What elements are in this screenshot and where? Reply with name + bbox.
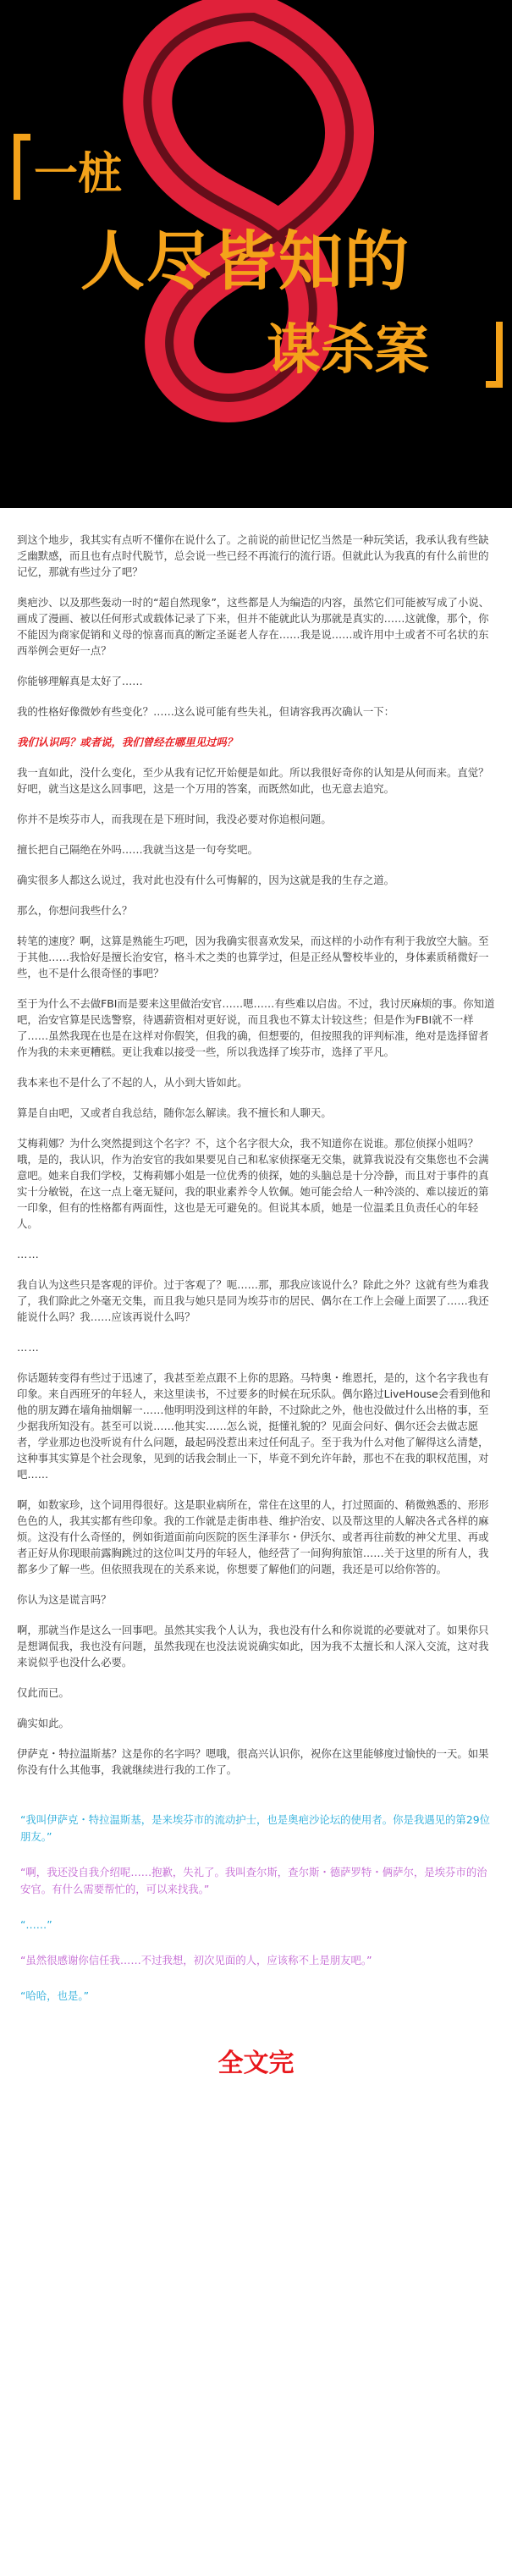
title-line-2: 人尽皆知的 — [80, 223, 410, 299]
paragraph: 艾梅莉娜？为什么突然提到这个名字？不，这个名字很大众，我不知道你在说谁。那位侦探小姐吗？哦，是的，我认识，作为治安官的我如果要见自己和私家侦探毫无交集，就算我说没有交集您也不会满意吧。她来自我们学校，艾梅莉娜小姐是一位优秀的侦探，她的头脑总是十分冷静，而且对于事件的真实十分敏锐，在这一点上毫无疑问，我的职业素养令人钦佩。她可能会给人一种冷淡的、难以接近的第一印象，但有的性格都有两面性，这也是无可避免的。但说其本质，她是一位温柔且负责任心的年轻人。 — [17, 1137, 489, 1230]
paragraph: 转笔的速度？啊，这算是熟能生巧吧，因为我确实很喜欢发呆，而这样的小动作有利于我放空大脑。至于其他……我恰好是擅长治安官，格斗术之类的也算学过，但是正经从警校毕业的，身体素质稍微好一些，也不是什么很奇怪的事吧？ — [17, 935, 489, 979]
ellipsis-line: …… — [17, 1341, 40, 1354]
hero-banner — [0, 0, 512, 508]
paragraph: 至于为什么不去做FBI而是要来这里做治安官……嗯……有些难以启齿。不过，我讨厌麻烦的事。你知道吧，治安官算是民选警察，待遇薪资相对更好说，而且我也不算太计较这些；但是作为FBI就不一样了……虽然我现在也是在这样对你假笑，但我的确，但想要的，但按照我的评判标准，绝对是选择留者作为我的未来更糟糕。更让我难以接受一些，所以我选择了埃芬市，选择了平凡。 — [17, 997, 495, 1058]
paragraph: 你并不是埃芬市人，而我现在是下班时间，我没必要对你追根问题。 — [17, 813, 332, 825]
open-bracket-decoration — [14, 134, 30, 200]
paragraph: 你能够理解真是太好了…… — [17, 675, 143, 687]
end-label: 全文完 — [217, 2049, 295, 2078]
dialogue-line-isaac: “……” — [20, 1918, 52, 1931]
title-line-3: 谋杀案 — [267, 319, 429, 382]
paragraph: 确实如此。 — [17, 1717, 69, 1729]
paragraph: 算是自由吧，又或者自我总结，随你怎么解读。我不擅长和人聊天。 — [17, 1106, 332, 1119]
paragraph: 我的性格好像微妙有些变化？……这么说可能有些失礼，但请容我再次确认一下： — [17, 705, 395, 718]
paragraph: 我本来也不是什么了不起的人，从小到大皆如此。 — [17, 1076, 248, 1089]
dialogue-line-isaac: “我叫伊萨克・特拉温斯基，是来埃芬市的流动护士，也是奥疤沙论坛的使用者。你是我遇见的第29位朋友。” — [20, 1813, 490, 1843]
knot-hole-top — [220, 93, 288, 161]
paragraph: 你认为这是谎言吗？ — [17, 1593, 112, 1606]
paragraph: 确实很多人都这么说过，我对此也没有什么可悔解的，因为这就是我的生存之道。 — [17, 874, 395, 886]
paragraph: 啊，那就当作是这么一回事吧。虽然其实我个人认为，我也没有什么和你说谎的必要就对了。如果你只是想调侃我，我也没有问题，虽然我现在也没法说说确实如此，因为我不太擅长和人深入交流，这对我来说似乎也没什么必要。 — [17, 1624, 489, 1669]
paragraph: 那么，你想问我些什么？ — [17, 904, 133, 917]
title-line-1: 一桩 — [34, 149, 123, 200]
dialogue-line-charles: “啊，我还没自我介绍呢……抱歉，失礼了。我叫查尔斯，查尔斯・德萨罗特・俩萨尔，是埃芬市的治安官。有什么需要帮忙的，可以来找我。” — [20, 1866, 487, 1895]
paragraph: 擅长把自己隔绝在外吗……我就当这是一句夸奖吧。 — [17, 843, 258, 856]
ellipsis-line: …… — [17, 1248, 40, 1260]
dialogue-section — [17, 1812, 495, 2005]
paragraph: 我自认为这些只是客观的评价。过于客观了？呃……那，那我应该说什么？除此之外？这就有些为难我了，我们除此之外毫无交集，而且我与她只是同为埃芬市的居民、偶尔在工作上会碰上面罢了……我还能说什么吗？我……应该再说什么吗？ — [17, 1278, 489, 1323]
paragraph: 奥疤沙、以及那些轰动一时的“超自然现象”，这些都是人为编造的内容，虽然它们可能被写成了小说、画成了漫画、被以任何形式或载体记录了下来，但并不能就此认为那就是真实的……这就像，那个，你不能因为商家促销和义母的惊喜而真的断定圣诞老人存在……我是说……或许用中土或者不可名状的东西举例会更好一点？ — [17, 596, 490, 657]
paragraph: 仅此而已。 — [17, 1686, 69, 1699]
paragraph: 到这个地步，我其实有点听不懂你在说什么了。之前说的前世记忆当然是一种玩笑话，我承认我有些缺乏幽默感，而且也有点时代脱节，总会说一些已经不再流行的流行语。但就此认为我真的有什么前世的记忆，那就有些过分了吧？ — [17, 533, 489, 578]
dialogue-line-isaac: “哈哈，也是。” — [20, 1989, 89, 2002]
paragraph: 伊萨克・特拉温斯基？这是你的名字吗？嗯哦，很高兴认识你，祝你在这里能够度过愉快的一天。如果你没有什么其他事，我就继续进行我的工作了。 — [17, 1747, 489, 1776]
paragraph: 你话题转变得有些过于迅速了，我甚至差点跟不上你的思路。马特奥・维恩托，是的，这个名字我也有印象。来自西班牙的年轻人，来这里读书，不过要多的时候在玩乐队。偶尔路过LiveHouse会看到他和他的朋友蹲在墙角抽烟解一……他明明没到这样的年龄，不过除此之外，他也没做过什么出格的事，至少据我所知没有。甚至可以说……他其实……怎么说，挺懂礼貌的？见面会问好、偶尔还会去做志愿者，学业那边也没听说有什么问题，最起码没惹出来过任何乱子。至于我为什么对他了解得这么清楚，这种事其实算是个社会现象，见到的话我会制止一下，毕竟不到允许年龄，那也不在我的职权范围，对吧…… — [17, 1371, 491, 1481]
paragraph: 啊，如数家珍，这个词用得很好。这是职业病所在，常住在这里的人，打过照面的、稍微熟悉的、形形色色的人，我其实都有些印象。我的工作就是走街串巷、维护治安、以及帮这里的人解决各式各样的麻烦。这没有什么奇怪的，例如街道面前向医院的医生泽菲尔・伊沃尔、或者再往前数的神父尤里、再或者正好从你现眼前露胸跳过的这位叫艾丹的年轻人，他经营了一间狗狗旅馆……关于这里的所有人，我都多少了解一些。但依照我现在的关系来说，你想要了解他们的问题，我还是可以给你答的。 — [17, 1498, 489, 1575]
article-body — [0, 508, 512, 2078]
paragraph: 我一直如此，没什么变化，至少从我有记忆开始便是如此。所以我很好奇你的认知是从何而来。直觉？好吧，就当这是这么回事吧，这是一个万用的答案，而既然如此，也无意去追究。 — [17, 766, 489, 795]
dialogue-line-charles: “虽然很感谢你信任我……不过我想，初次见面的人，应该称不上是朋友吧。” — [20, 1954, 372, 1966]
highlighted-question: 我们认识吗？或者说，我们曾经在哪里见过吗？ — [17, 736, 238, 748]
close-bracket-decoration — [486, 322, 503, 388]
